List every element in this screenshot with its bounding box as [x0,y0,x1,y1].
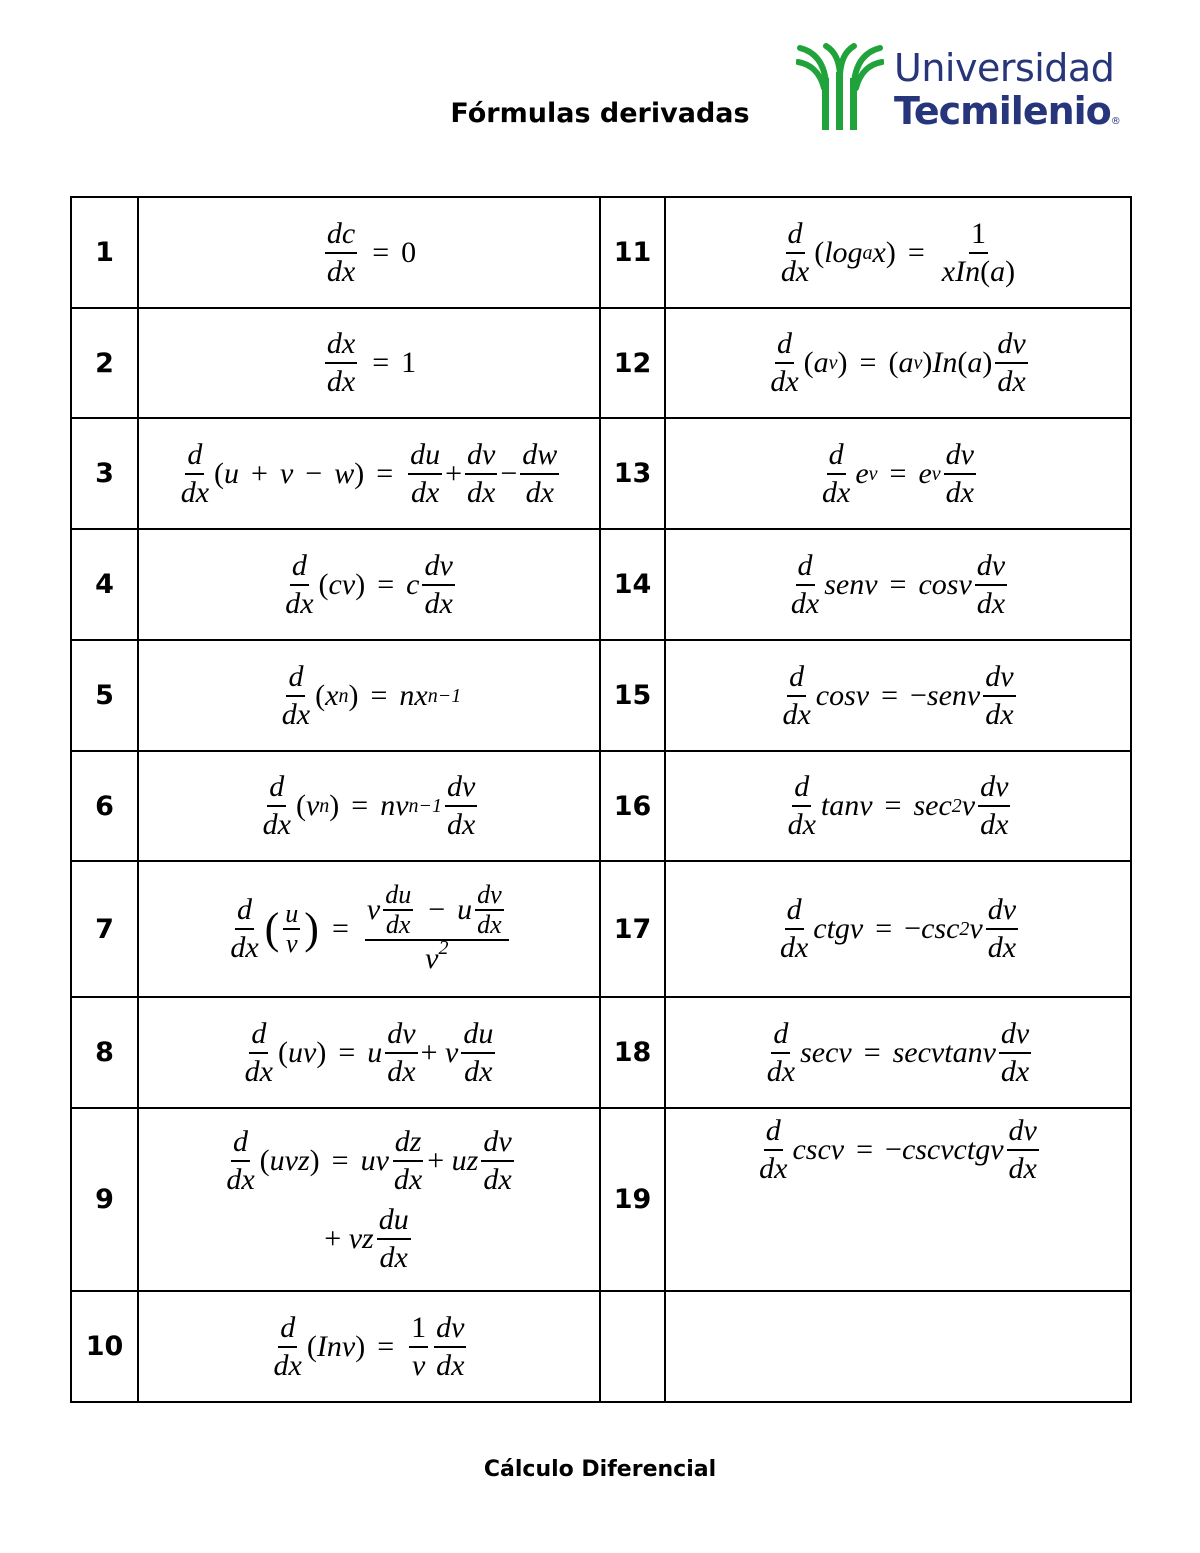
formula-cell: d dx ( v n ) = nv n−1 dv dx [138,751,600,861]
formula-number: 8 [71,997,138,1108]
university-logo [796,40,1136,135]
agave-logo-icon [796,42,884,132]
formula-number: 18 [600,997,665,1108]
formula-number: 9 [71,1108,138,1291]
formula-cell: d dx ( Inv ) = $\frac{1}{v}$ dv dx [138,1291,600,1402]
table-row [71,418,1131,529]
formula-cell: $\frac{d}{dx}$ secv = secvtanv $\frac{dv}{dx}$ [665,997,1131,1108]
table-row [71,1291,1131,1402]
formula-number: 17 [600,861,665,997]
formula-cell-empty [665,1291,1131,1402]
formula-number: 14 [600,529,665,640]
formula-number-empty [600,1291,665,1402]
formula-cell: d dx ( uvz ) = uv $\frac{dz}{dx}$ + uz $\frac{dv}{dx}$ + vz $\frac{du}{dx}$ [138,1108,600,1291]
table-row [71,861,1131,997]
formula-cell: $\frac{d}{dx}$ ctgv = − csc 2 v dv dx [665,861,1131,997]
table-row [71,751,1131,861]
formula-number: 13 [600,418,665,529]
formula-number: 12 [600,308,665,418]
page-title: Fórmulas derivadas [450,98,750,129]
formula-number: 2 [71,308,138,418]
logo-tecmilenio-text: Tecmilenio [894,89,1111,133]
formula-cell: d dx ( u v ) = v du dx − u $\frac{dv}{dx}$ $v^2$ [138,861,600,997]
formula-cell: d dx ( x n ) = nx n−1 [138,640,600,751]
formula-number: 15 [600,640,665,751]
formula-number: 19 [600,1108,665,1291]
logo-line-universidad: Universidad [894,46,1115,90]
formula-cell: d dx ( u + v − w ) = $\frac{du}{dx}$ + $\frac{dv}{dx}$ − $\frac{dw}{dx}$ [138,418,600,529]
page-footer: Cálculo Diferencial [483,1457,717,1482]
formula-cell: $\frac{dc}{dx}$ = 0 [138,197,600,308]
registered-mark: ® [1110,116,1121,127]
formula-number: 10 [71,1291,138,1402]
derivative-formulas-table [70,196,1132,1403]
formula-number: 16 [600,751,665,861]
formula-number: 11 [600,197,665,308]
formula-number: 7 [71,861,138,997]
formula-cell: d dx ( a v ) = ( a v ) In ( a ) dv dx [665,308,1131,418]
table-row [71,1108,1131,1291]
formula-number: 3 [71,418,138,529]
formula-cell: $\frac{d}{dx}$ senv = cosv $\frac{dv}{dx}$ [665,529,1131,640]
formula-number: 6 [71,751,138,861]
formula-number: 1 [71,197,138,308]
formula-cell: d dx e v = e v dv dx [665,418,1131,529]
formula-cell: d dx ( log a x ) = 1 xIn(a) [665,197,1131,308]
formula-cell: d dx ( cv ) = c $\frac{dv}{dx}$ [138,529,600,640]
formula-cell: $\frac{d}{dx}$ tanv = sec 2 v dv dx [665,751,1131,861]
table-row [71,529,1131,640]
formula-cell: $\frac{d}{dx}$ cscv = − cscvctgv $\frac{dv}{dx}$ [665,1108,1131,1291]
formula-number: 4 [71,529,138,640]
formula-cell: d dx ( uv ) = u $\frac{dv}{dx}$ + v $\frac{du}{dx}$ [138,997,600,1108]
formula-number: 5 [71,640,138,751]
table-row [71,997,1131,1108]
formula-cell: $\frac{d}{dx}$ cosv = − senv $\frac{dv}{dx}$ [665,640,1131,751]
table-row [71,197,1131,308]
table-row [71,308,1131,418]
formula-cell: $\frac{dx}{dx}$ = 1 [138,308,600,418]
table-row [71,640,1131,751]
logo-line-tecmilenio [894,89,1121,144]
